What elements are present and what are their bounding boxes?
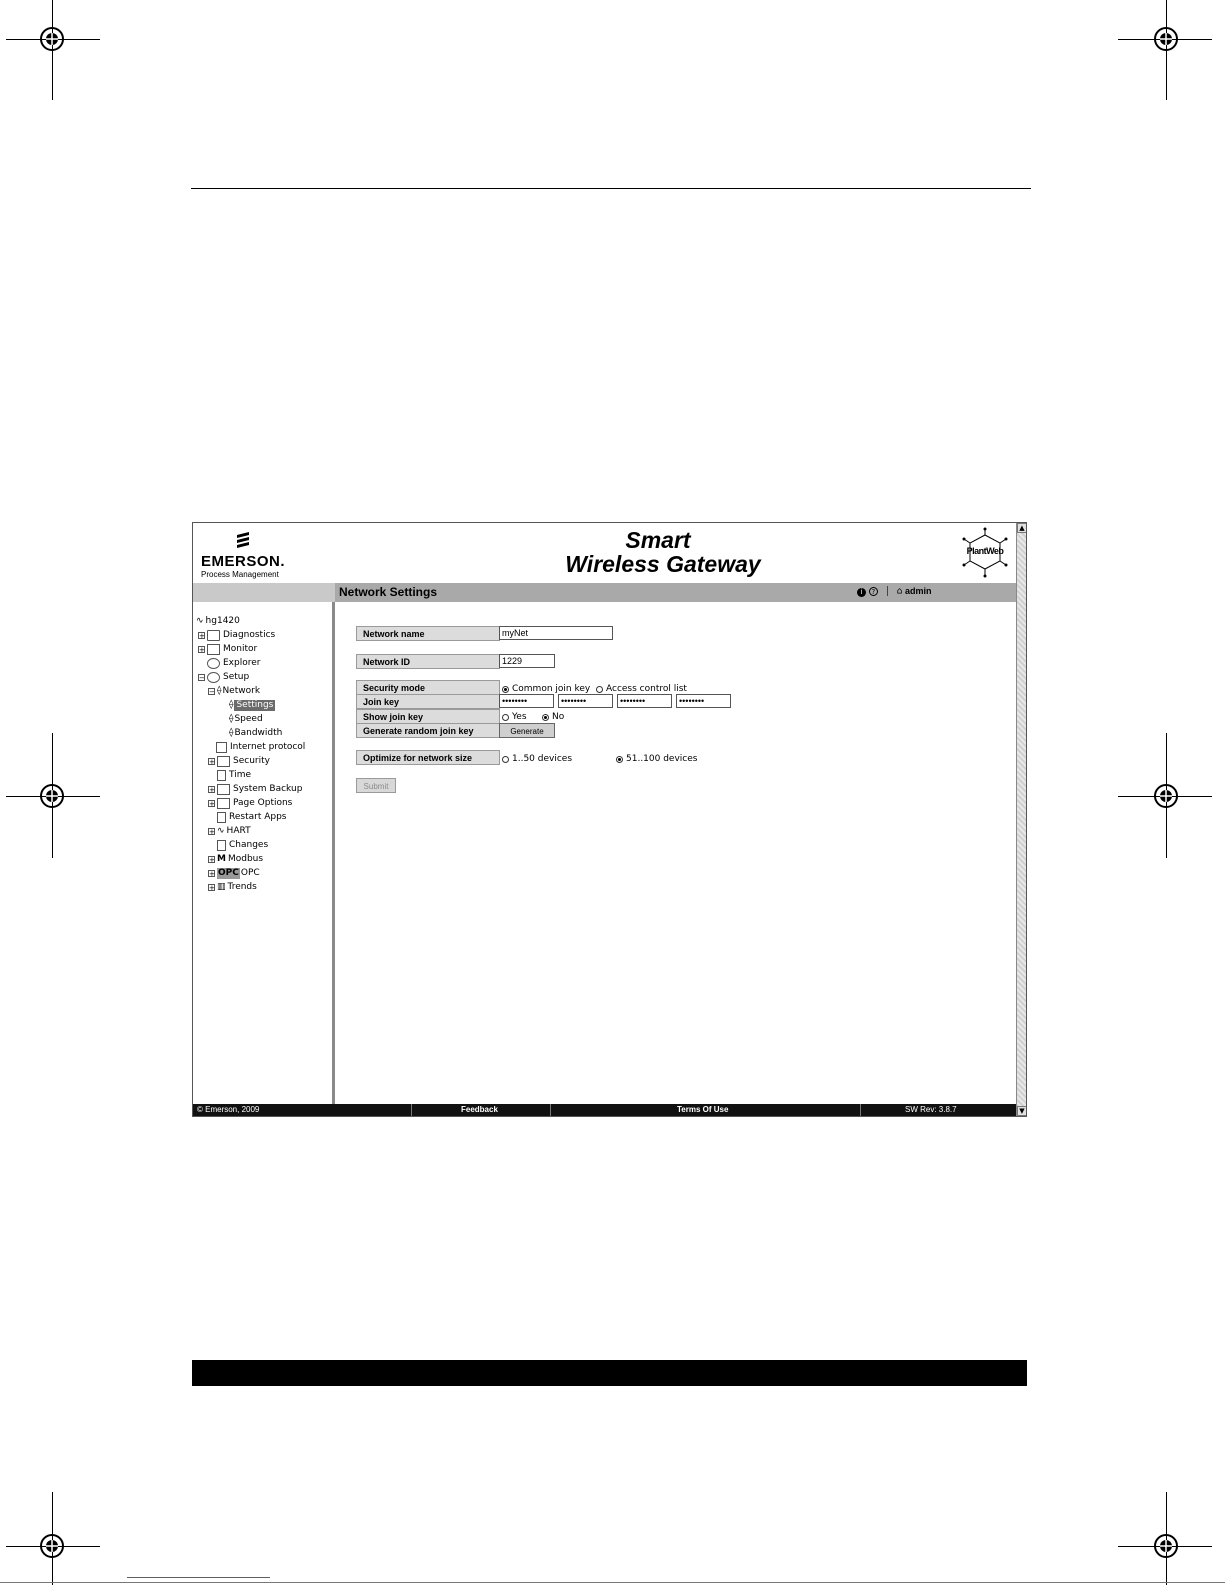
tree-item-speed[interactable] [229,714,263,725]
expand-icon[interactable]: + [209,856,215,864]
computer-icon [216,742,227,753]
monitor-icon [207,644,220,655]
tree-item-explorer[interactable] [207,658,260,669]
expand-icon[interactable]: + [209,758,215,766]
tree-item-label: Time [229,770,252,780]
collapse-icon[interactable]: − [209,688,215,696]
app-header [193,523,1016,583]
tree-item-label: Bandwidth [234,728,283,738]
tree-item-label: hg1420 [205,616,240,626]
help-icon[interactable]: ? [869,587,878,596]
tree-item-internet-protocol[interactable] [216,742,305,753]
tree-item-label: Setup [223,672,250,682]
hart-wave-icon: ∿ [217,826,225,836]
radio-show-yes[interactable] [502,714,509,721]
security-mode-common[interactable] [502,684,590,694]
tree-item-label: Security [233,756,270,766]
tree-item-diagnostics[interactable] [198,630,275,641]
network-id-input[interactable] [499,654,555,668]
network-icon: ⟠ [217,686,222,696]
tree-item-label: Restart Apps [229,812,287,822]
network-id-label: Network ID [356,654,500,669]
vertical-scrollbar[interactable] [1016,523,1027,1117]
tree-item-label: HART [226,826,251,836]
folder-icon [217,756,230,767]
tree-item-label: Speed [234,714,263,724]
submit-button[interactable]: Submit [356,778,396,793]
option-label: Access control list [606,684,687,694]
info-icon[interactable]: i [857,588,866,597]
radio-1-50-devices[interactable] [502,756,509,763]
tree-item-label: Modbus [227,854,264,864]
generate-button[interactable]: Generate [499,723,555,738]
optimize-51-100[interactable] [616,754,697,764]
collapse-icon[interactable]: − [199,674,205,682]
app-title-line2: Wireless Gateway [565,551,761,577]
tree-item-time[interactable] [217,770,251,781]
radio-show-no[interactable] [542,714,549,721]
tree-item-hart[interactable] [208,826,251,837]
show-join-key-label: Show join key [356,709,500,724]
page-edge-line [0,1582,1225,1583]
page-bottom-bar [192,1360,1027,1386]
tree-item-label: Internet protocol [230,742,306,752]
tree-item-label: Settings [236,700,274,710]
radio-access-control-list[interactable] [596,686,603,693]
network-node-icon: ⟠ [229,700,234,710]
tree-item-label: Monitor [223,644,258,654]
network-settings-form [335,602,1016,1104]
page-link-rule [127,1577,270,1578]
modbus-icon: M [217,854,226,864]
page-icon [217,770,226,781]
tree-item-network[interactable] [208,686,260,697]
expand-icon[interactable]: + [209,828,215,836]
app-title-line1: Smart [625,527,691,553]
expand-icon[interactable]: + [209,870,215,878]
generate-join-key-label: Generate random join key [356,723,500,738]
folder-icon [217,784,230,795]
optimize-network-size-label: Optimize for network size [356,750,500,765]
scroll-up-icon[interactable]: ▲ [1017,523,1027,533]
join-key-input-4[interactable] [676,694,731,708]
option-label: Common join key [512,684,591,694]
expand-icon[interactable]: + [209,786,215,794]
radio-common-join-key[interactable] [502,686,509,693]
join-key-label: Join key [356,694,500,709]
tree-item-modbus[interactable] [208,854,263,865]
copyright-text: © Emerson, 2009 [197,1105,260,1114]
page-title: Network Settings [339,585,438,599]
join-key-input-1[interactable] [499,694,554,708]
page-icon [217,840,226,851]
option-label: Yes [512,712,527,722]
show-join-key-no[interactable] [542,712,564,722]
tree-item-label: OPC [240,868,260,878]
page-top-rule [191,188,1031,189]
opc-logo-icon: OPC [218,868,239,878]
join-key-input-2[interactable] [558,694,613,708]
security-mode-acl[interactable] [596,684,687,694]
title-bar [193,583,1016,602]
feedback-link[interactable]: Feedback [461,1105,498,1114]
folder-icon [217,798,230,809]
network-node-icon: ⟠ [229,728,234,738]
tree-item-label: Diagnostics [223,630,276,640]
footer-separator [411,1104,412,1116]
option-label: 1..50 devices [512,754,573,764]
join-key-input-3[interactable] [617,694,672,708]
tree-item-system-backup[interactable] [208,784,302,795]
explorer-icon [207,658,220,669]
scroll-down-icon[interactable]: ▼ [1017,1106,1027,1116]
tree-item-restart-apps[interactable] [217,812,286,823]
page-icon [217,812,226,823]
optimize-1-50[interactable] [502,754,572,764]
tree-item-security[interactable] [208,756,270,767]
expand-icon[interactable]: + [199,632,205,640]
tree-item-changes[interactable] [217,840,268,851]
plantweb-label: PlantWeb [966,546,1004,556]
terms-of-use-link[interactable]: Terms Of Use [677,1105,729,1114]
user-link[interactable]: admin [905,586,932,596]
footer-separator [860,1104,861,1116]
tree-item-page-options[interactable] [208,798,292,809]
title-bar-left [193,583,335,602]
network-node-icon: ⟠ [229,714,234,724]
tree-item-label: Trends [227,882,257,892]
tree-item-label: Explorer [223,658,261,668]
tree-item-label: Page Options [233,798,293,808]
option-label: No [552,712,565,722]
tree-item-root[interactable] [196,616,240,627]
title-bar-separator [887,586,888,596]
setup-gear-icon [207,672,220,683]
emerson-emblem-icon [235,531,251,551]
tree-item-label: System Backup [233,784,303,794]
hart-wave-icon: ∿ [196,616,204,626]
tree-item-settings[interactable] [229,700,275,711]
option-label: 51..100 devices [626,754,698,764]
navigation-tree [193,602,335,1104]
network-name-label: Network name [356,626,500,641]
home-icon[interactable]: ⌂ [896,586,903,597]
gateway-screenshot [192,522,1027,1117]
software-revision: SW Rev: 3.8.7 [905,1105,957,1114]
tree-item-label: Changes [229,840,269,850]
expand-icon[interactable]: + [209,800,215,808]
title-bar-icons [857,586,902,597]
app-footer [193,1104,1016,1116]
footer-separator [550,1104,551,1116]
tree-item-setup[interactable] [198,672,249,683]
folder-icon [207,630,220,641]
tree-item-trends[interactable] [208,882,257,893]
tree-item-monitor[interactable] [198,644,257,655]
expand-icon[interactable]: + [199,646,205,654]
plantweb-badge [961,527,1009,579]
tree-item-label: Network [222,686,261,696]
tree-item-opc[interactable] [208,868,260,879]
company-name: EMERSON. [201,553,286,570]
trends-chart-icon: ▥ [217,882,226,892]
network-name-input[interactable] [499,626,613,640]
radio-51-100-devices[interactable] [616,756,623,763]
company-subtitle: Process Management [201,570,279,579]
security-mode-label: Security mode [356,680,500,695]
expand-icon[interactable]: + [209,884,215,892]
tree-item-bandwidth[interactable] [229,728,282,739]
show-join-key-yes[interactable] [502,712,527,722]
